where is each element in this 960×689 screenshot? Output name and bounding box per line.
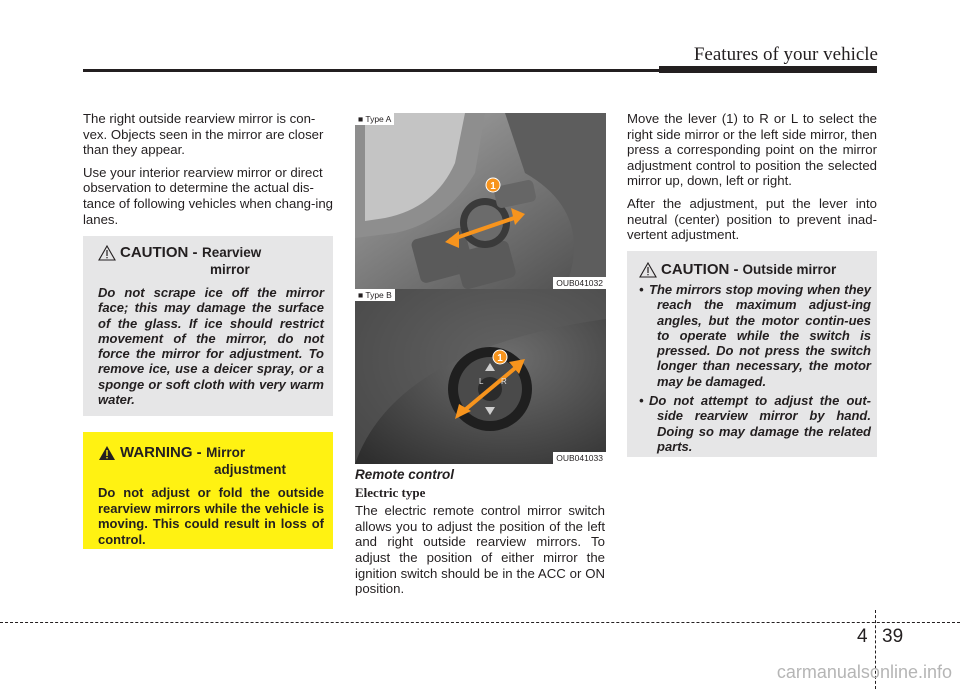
figure-a-callout: 1	[490, 181, 496, 192]
warning-box-mirror-adjustment	[83, 432, 333, 549]
caution-subject-line2: mirror	[210, 262, 250, 277]
header-rule	[83, 69, 659, 72]
figure-type-b	[355, 289, 606, 464]
caution-label: CAUTION -	[120, 244, 198, 261]
caution-subject: Rearview	[201, 245, 262, 260]
figure-a-code: OUB041032	[553, 277, 606, 289]
section-title: Remote control	[355, 467, 455, 482]
caution-triangle-icon	[98, 245, 116, 261]
column3-paragraph-1: Move the lever (1) to R or L to select the right side mirror or the left side mirror, then press a corresponding point on the mirror adjustment control to position the selected mirror up, down, left or right.	[627, 111, 877, 189]
caution-bullet-item: • The mirrors stop moving when they reach the maximum adjust-ing angles, but the motor contin-ues to operate while the switch is pressed. Do not press the switch longer than necessary, the motor may be damaged.	[639, 282, 871, 389]
caution-bullet-item: • Do not attempt to adjust the out-side rearview mirror by hand. Doing so may damage the related parts.	[639, 393, 871, 454]
subsection-title: Electric type	[355, 484, 426, 500]
mirror-switch-type-b-illustration	[355, 289, 606, 464]
column1-text	[83, 111, 334, 234]
figure-b-code: OUB041033	[553, 452, 606, 464]
column1-paragraph-2: Use your interior rearview mirror or direct observation to determine the actual dis-tance of following vehicles when chang-ing lanes.	[83, 164, 333, 227]
figure-b-callout: 1	[497, 353, 503, 364]
warning-label: WARNING -	[120, 444, 202, 461]
caution-triangle-icon	[639, 262, 657, 278]
figure-b-letter-r: R	[501, 377, 507, 386]
column3-paragraph-2: After the adjustment, put the lever into neutral (center) position to prevent inad-vertent adjustment.	[627, 195, 877, 243]
caution-body: Do not scrape ice off the mirror face; this may damage the surface of the glass. If ice should restrict movement of the mirror, do not force the mirror for adjustment. To remove ice, use a deicer spray, or a sponge or soft cloth with very warm water.	[98, 285, 324, 408]
header-rule-tab	[659, 66, 877, 73]
caution-subject: Outside mirror	[742, 262, 837, 277]
watermark: carmanualsonline.info	[776, 662, 952, 682]
column2-paragraph: The electric remote control mirror switch allows you to adjust the position of the left and right outside rearview mirrors. To adjust the position of either mirror the ignition switch should be in the ACC or ON position.	[355, 503, 605, 597]
figure-a-type-label: ■ Type A	[355, 113, 394, 125]
page-number: 39	[882, 626, 904, 647]
warning-triangle-icon	[98, 445, 116, 461]
column2-text	[355, 467, 605, 604]
caution-box-rearview	[83, 236, 333, 416]
caution-label: CAUTION -	[661, 261, 739, 278]
figure-b-type-label: ■ Type B	[355, 289, 395, 301]
warning-subject-line2: adjustment	[214, 462, 287, 477]
chapter-number: 4	[857, 626, 868, 647]
warning-body: Do not adjust or fold the outside rearview mirrors while the vehicle is moving. This could result in loss of control.	[98, 485, 324, 547]
column1-paragraph-1: The right outside rearview mirror is con-vex. Objects seen in the mirror are closer than they appear.	[83, 111, 324, 158]
figure-b-letter-l: L	[479, 377, 484, 386]
mirror-switch-type-a-illustration	[355, 113, 606, 289]
page-header-title: Features of your vehicle	[693, 44, 878, 65]
warning-subject: Mirror	[206, 445, 246, 460]
figure-type-a	[355, 113, 606, 289]
footer-rule	[0, 622, 960, 623]
caution-box-outside-mirror	[627, 251, 877, 457]
column3-text	[627, 111, 877, 250]
